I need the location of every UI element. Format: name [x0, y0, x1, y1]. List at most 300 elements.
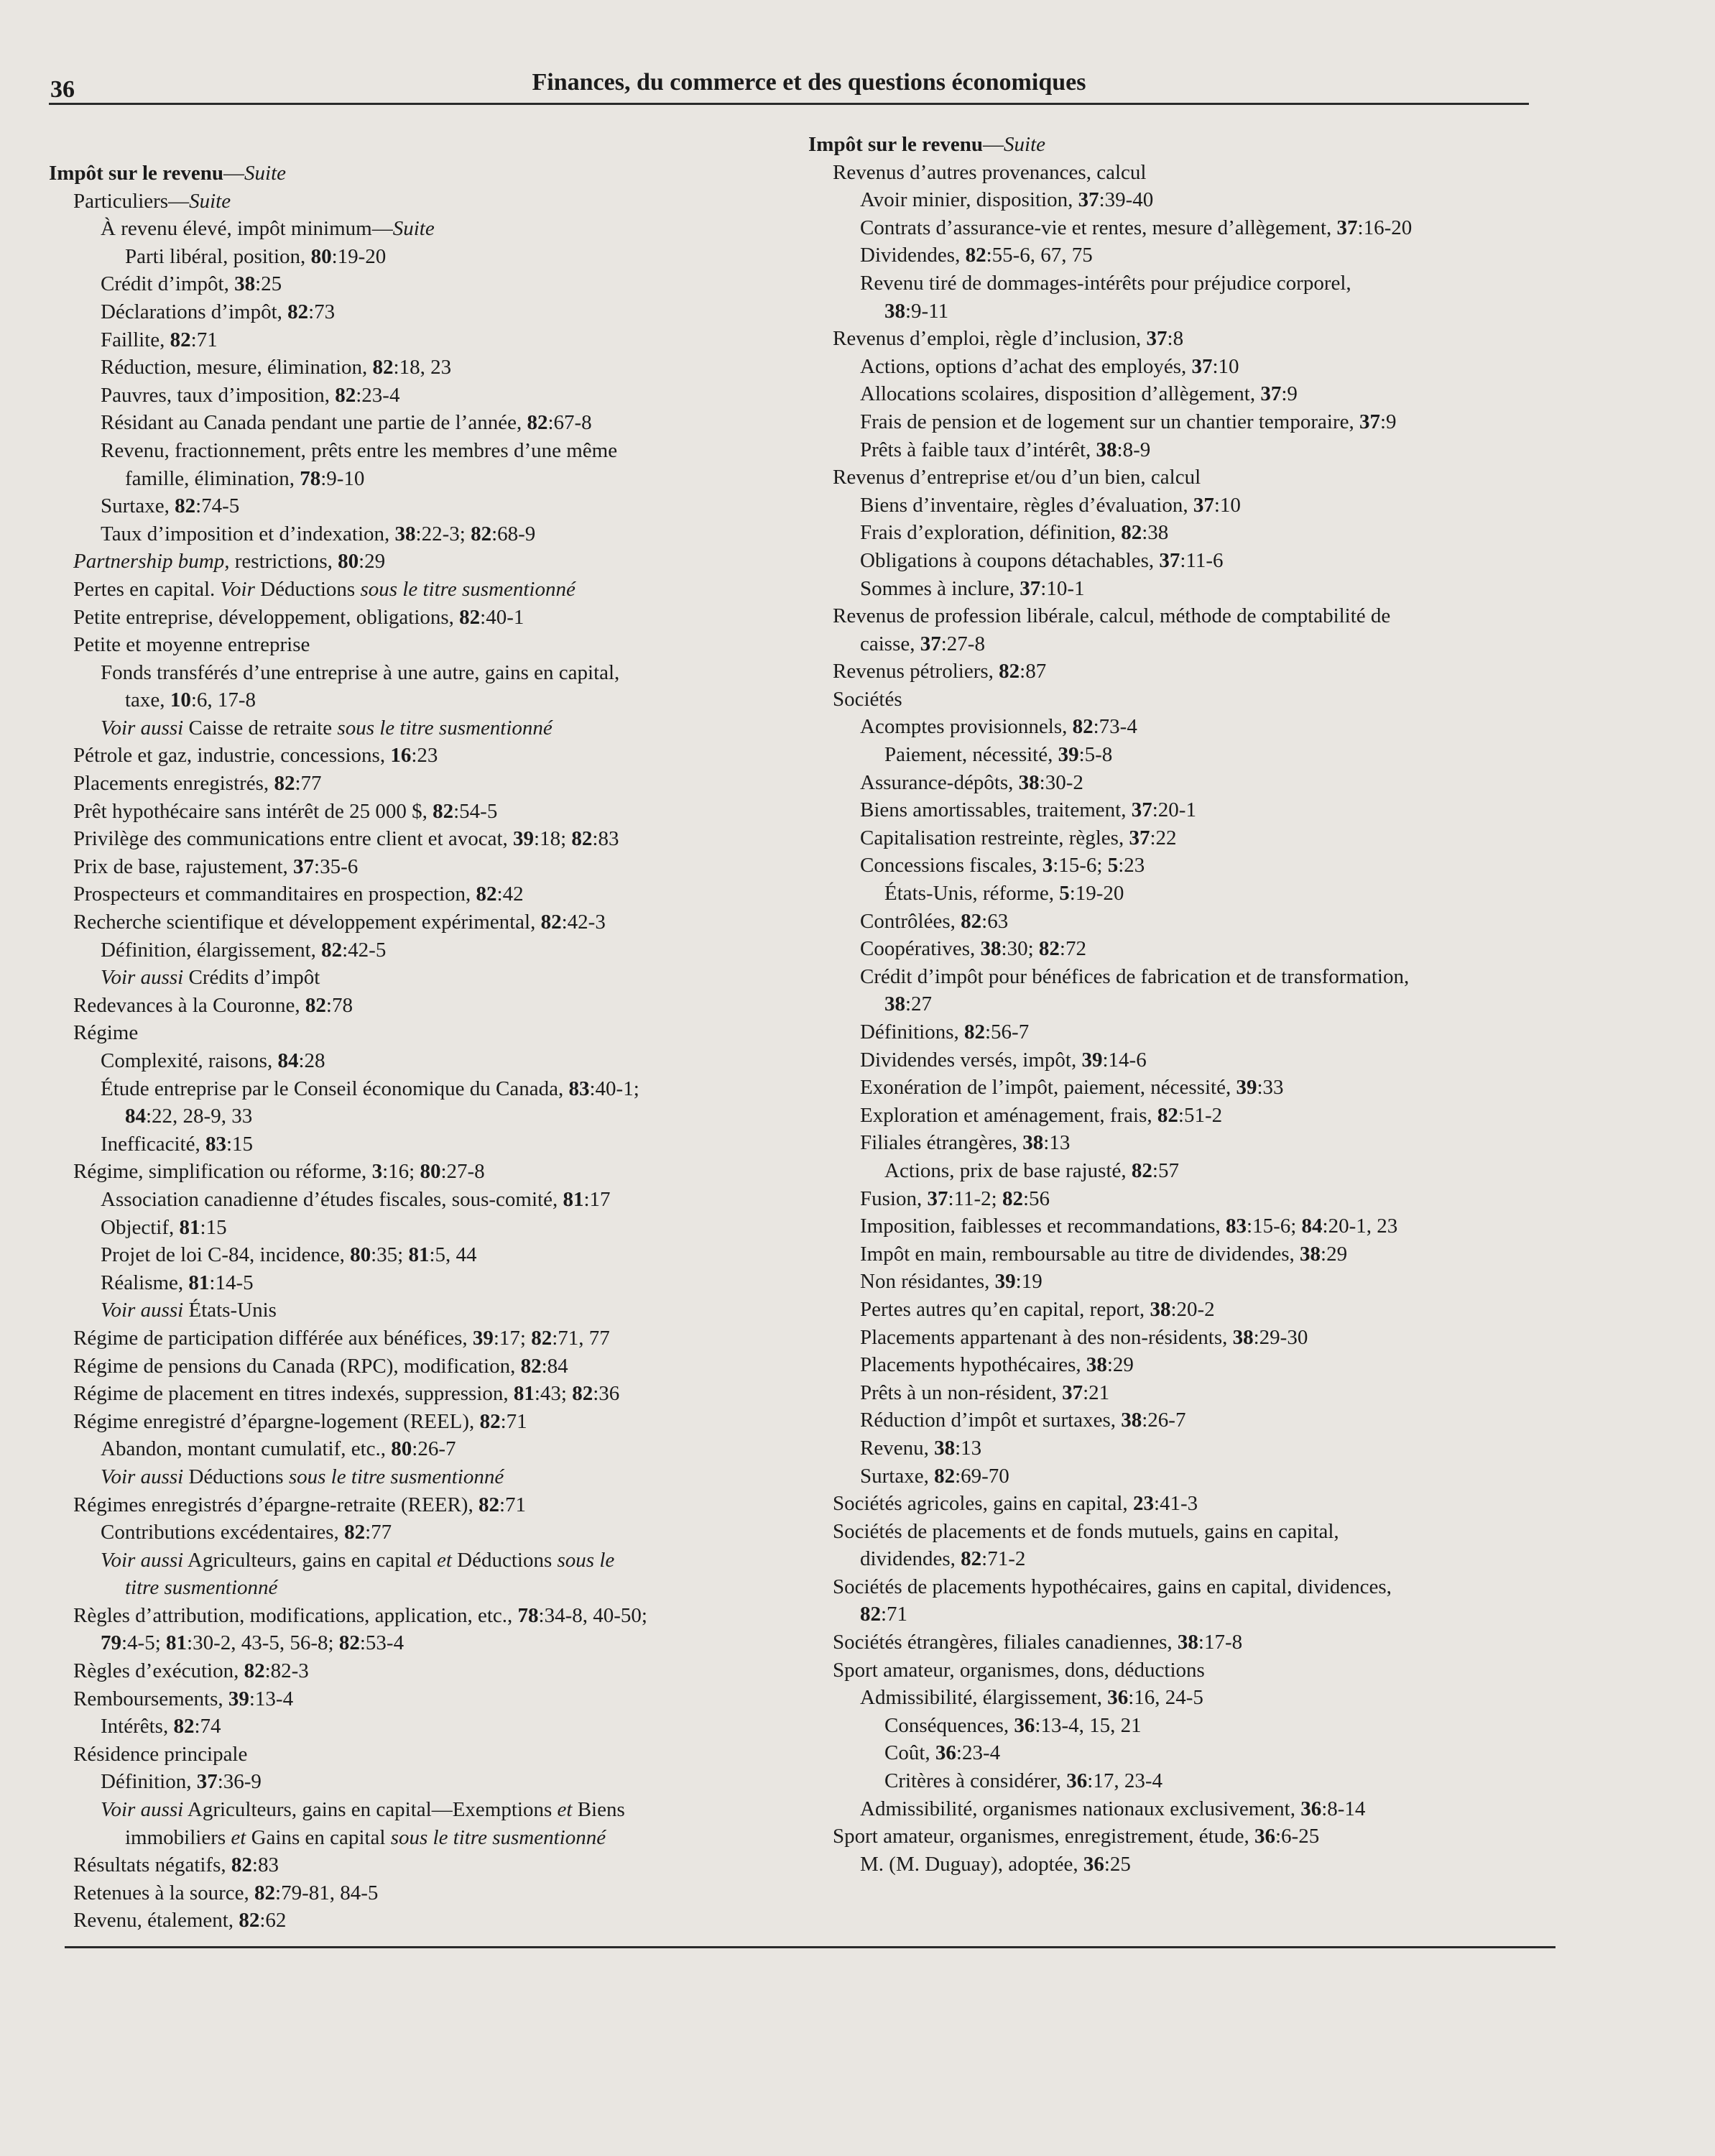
entry-text: :13 [955, 1436, 982, 1460]
index-entry [808, 990, 1412, 1018]
entry-text: Prêts à faible taux d’intérêt, [860, 438, 1096, 461]
entry-text: :54-5 [453, 799, 498, 823]
entry-text: Concessions fiscales, [860, 854, 1043, 877]
index-entry [49, 520, 647, 548]
entry-text: :43; [534, 1382, 573, 1406]
entry-text: Régime enregistré d’épargne-logement (REEL), [73, 1409, 480, 1433]
entry-text: Sociétés agricoles, gains en capital, [833, 1492, 1133, 1516]
index-entry [49, 382, 647, 410]
entry-text: :30-2, 43-5, 56-8; [187, 1631, 339, 1655]
entry-text: :9-11 [905, 299, 949, 323]
entry-text: Résidence principale [73, 1742, 248, 1766]
entry-text: :42-5 [342, 938, 387, 962]
entry-text: États-Unis, réforme, [884, 882, 1060, 906]
entry-text: :38 [1142, 521, 1169, 545]
entry-text: :22, 28-9, 33 [146, 1105, 253, 1128]
entry-text: :16-20 [1357, 216, 1413, 239]
index-entry [808, 1684, 1412, 1712]
entry-text: :18, 23 [393, 356, 452, 379]
entry-text: :69-70 [955, 1464, 1009, 1488]
volume-number: 37 [927, 1187, 948, 1210]
index-entry [808, 741, 1412, 769]
index-entry [49, 465, 647, 493]
volume-number: 37 [1020, 576, 1041, 600]
entry-text: Revenus de profession libérale, calcul, méthode de comptabilité de [833, 604, 1391, 628]
entry-text: :20-1 [1152, 798, 1196, 822]
entry-text: :87 [1020, 660, 1047, 683]
footer-rule [65, 1946, 1555, 1948]
entry-text: :26-7 [1142, 1409, 1186, 1432]
page-number: 36 [50, 76, 75, 103]
entry-text: :21 [1083, 1381, 1110, 1404]
entry-text: Surtaxe, [101, 494, 175, 518]
volume-number: 82 [274, 772, 295, 796]
entry-text: taxe, [125, 688, 170, 712]
entry-text: sous le [557, 1548, 615, 1572]
volume-number: 82 [239, 1909, 260, 1932]
volume-number: 81 [179, 1215, 200, 1239]
index-entry [808, 713, 1412, 741]
entry-text: Recherche scientifique et développement expérimental, [73, 911, 541, 934]
volume-number: 82 [175, 494, 196, 518]
entry-text: Sociétés [833, 687, 902, 711]
entry-text: :25 [1104, 1852, 1131, 1876]
entry-text: :22-3; [415, 522, 471, 545]
entry-text: :15 [200, 1215, 227, 1239]
volume-number: 82 [254, 1881, 276, 1904]
entry-text: Définition, [101, 1770, 197, 1794]
volume-number: 5 [1059, 882, 1070, 906]
volume-number: 37 [1129, 826, 1150, 849]
entry-text: Exonération de l’impôt, paiement, nécessité, [860, 1076, 1236, 1100]
index-entry [808, 1324, 1412, 1352]
entry-text: Déclarations d’impôt, [101, 300, 288, 323]
volume-number: 37 [1062, 1381, 1083, 1404]
entry-text: Voir aussi [101, 1548, 184, 1572]
entry-text: Régime de placement en titres indexés, suppression, [73, 1382, 514, 1406]
entry-text: :5-8 [1078, 743, 1113, 767]
index-entry [808, 1240, 1412, 1268]
entry-text: sous le titre susmentionné [337, 716, 553, 740]
index-entry [808, 1129, 1412, 1157]
entry-text: Résultats négatifs, [73, 1853, 231, 1877]
index-entry [49, 492, 647, 520]
entry-text: :42 [496, 883, 524, 906]
entry-text: titre susmentionné [125, 1576, 278, 1600]
entry-text: Petite entreprise, développement, obligations, [73, 605, 460, 629]
volume-number: 36 [1254, 1825, 1275, 1848]
entry-text: :83 [592, 827, 619, 851]
entry-text: :72 [1059, 937, 1086, 961]
entry-text: :73-4 [1093, 715, 1137, 739]
index-entry [808, 380, 1412, 408]
index-entry [49, 354, 647, 382]
index-entry [808, 880, 1412, 908]
index-entry [808, 270, 1412, 298]
entry-text: :22 [1150, 826, 1177, 849]
entry-text: Suite [1004, 133, 1046, 156]
entry-text: Parti libéral, position, [125, 244, 311, 268]
entry-text: Paiement, nécessité, [884, 743, 1058, 767]
index-entry [808, 519, 1412, 547]
entry-text: Dividendes, [860, 244, 966, 267]
volume-number: 82 [999, 660, 1020, 683]
index-entry [49, 1102, 647, 1130]
index-entry [808, 436, 1412, 464]
volume-number: 84 [277, 1049, 299, 1072]
volume-number: 38 [1096, 438, 1117, 461]
volume-number: 37 [1193, 493, 1214, 517]
index-entry [808, 1462, 1412, 1491]
entry-text: Agriculteurs, gains en capital—Exemptions [183, 1798, 558, 1822]
entry-text: Dividendes versés, impôt, [860, 1048, 1082, 1072]
volume-number: 79 [101, 1631, 121, 1655]
entry-text: Filiales étrangères, [860, 1131, 1023, 1155]
entry-text: Retenues à la source, [73, 1881, 255, 1904]
entry-text: :73 [308, 300, 336, 323]
header-rule [49, 103, 1529, 105]
index-column-right [808, 131, 1412, 1878]
index-entry [49, 1158, 647, 1186]
volume-number: 81 [188, 1271, 210, 1294]
volume-number: 37 [1260, 382, 1282, 406]
entry-text: Prospecteurs et commanditaires en prospection, [73, 883, 476, 906]
volume-number: 82 [170, 328, 191, 351]
entry-text: et [436, 1548, 452, 1572]
index-entry [49, 270, 647, 298]
volume-number: 16 [390, 744, 412, 768]
entry-text: Sociétés de placements et de fonds mutuels, gains en capital, [833, 1519, 1339, 1543]
entry-text: :13 [1043, 1131, 1071, 1155]
entry-text: :29-30 [1253, 1325, 1308, 1349]
volume-number: 82 [173, 1715, 195, 1738]
index-entry [808, 1212, 1412, 1240]
entry-text: Revenus d’autres provenances, calcul [833, 160, 1147, 184]
entry-text: Caisse de retraite [183, 716, 338, 740]
index-entry [808, 796, 1412, 824]
volume-number: 39 [1236, 1076, 1257, 1100]
entry-text: et [557, 1798, 573, 1822]
entry-text: Taux d’imposition et d’indexation, [101, 522, 395, 545]
volume-number: 81 [513, 1382, 535, 1406]
entry-text: :57 [1152, 1158, 1179, 1182]
index-entry [808, 1767, 1412, 1795]
entry-text: :71, 77 [552, 1326, 610, 1350]
entry-text: Admissibilité, organismes nationaux exclusivement, [860, 1797, 1301, 1820]
index-entry [808, 1268, 1412, 1296]
entry-text: :67-8 [547, 411, 592, 435]
entry-text: :29 [1106, 1353, 1134, 1377]
volume-number: 82 [1072, 715, 1094, 739]
entry-text: :6, 17-8 [190, 688, 256, 712]
volume-number: 80 [350, 1243, 371, 1267]
entry-text: :42-3 [561, 911, 606, 934]
volume-number: 82 [520, 1354, 542, 1378]
entry-text: :10-1 [1040, 576, 1085, 600]
entry-text: :13-4 [249, 1687, 294, 1710]
volume-number: 78 [300, 466, 321, 490]
entry-text: Déductions [183, 1465, 289, 1488]
entry-text: :71-2 [981, 1547, 1026, 1571]
entry-text: :8 [1167, 327, 1184, 351]
volume-number: 83 [1226, 1215, 1247, 1238]
index-entry [49, 1491, 647, 1519]
entry-text: :17, 23-4 [1087, 1769, 1163, 1793]
volume-number: 38 [1018, 770, 1040, 794]
volume-number: 37 [1359, 410, 1380, 433]
index-entry [49, 880, 647, 908]
index-entry [49, 686, 647, 714]
entry-text: :28 [298, 1049, 325, 1072]
entry-text: :30; [1001, 937, 1039, 961]
index-entry [49, 1186, 647, 1214]
entry-text: :83 [251, 1853, 279, 1877]
entry-text: Coût, [884, 1741, 935, 1765]
entry-text: Placements enregistrés, [73, 772, 274, 796]
volume-number: 36 [1066, 1769, 1088, 1793]
entry-text: Revenus d’emploi, règle d’inclusion, [833, 327, 1147, 351]
entry-text: :71 [499, 1493, 527, 1516]
entry-text: Abandon, montant cumulatif, etc., [101, 1437, 392, 1461]
volume-number: 39 [228, 1687, 249, 1710]
index-entry [808, 1406, 1412, 1434]
entry-text: :15 [226, 1132, 254, 1156]
index-entry [808, 464, 1412, 492]
entry-text: Réduction, mesure, élimination, [101, 356, 373, 379]
volume-number: 3 [371, 1160, 383, 1184]
volume-number: 39 [513, 827, 535, 851]
volume-number: 39 [994, 1270, 1016, 1294]
entry-text: Fonds transférés d’une entreprise à une autre, gains en capital, [101, 660, 620, 684]
volume-number: 82 [572, 1382, 593, 1406]
entry-text: :17 [583, 1187, 611, 1211]
entry-text: :23 [1118, 854, 1145, 877]
entry-text: Association canadienne d’études fiscales, sous-comité, [101, 1187, 563, 1211]
volume-number: 38 [884, 992, 905, 1016]
entry-text: :9 [1379, 410, 1397, 433]
entry-text: Actions, prix de base rajusté, [884, 1158, 1132, 1182]
volume-number: 82 [479, 1409, 501, 1433]
volume-number: 23 [1132, 1492, 1154, 1516]
volume-number: 37 [1191, 354, 1213, 378]
entry-text: :71 [881, 1603, 908, 1626]
index-entry [49, 714, 647, 742]
index-entry [808, 630, 1412, 658]
volume-number: 82 [1002, 1187, 1023, 1210]
volume-number: 82 [344, 1521, 366, 1544]
volume-number: 82 [965, 244, 986, 267]
index-column-left [49, 160, 647, 1935]
entry-text: Sociétés de placements hypothécaires, gains en capital, dividences, [833, 1575, 1392, 1598]
volume-number: Impôt sur le revenu [808, 133, 984, 156]
index-entry [808, 241, 1412, 270]
volume-number: 82 [961, 1547, 982, 1571]
entry-text: Voir [220, 577, 255, 601]
entry-text: restrictions, [229, 550, 338, 573]
index-entry [49, 243, 647, 271]
volume-number: 37 [920, 632, 941, 655]
entry-text: Étude entreprise par le Conseil économique du Canada, [101, 1077, 569, 1100]
entry-text: Voir aussi [101, 716, 184, 740]
entry-text: Pertes en capital. [73, 577, 221, 601]
index-entry [49, 1851, 647, 1879]
entry-text: :27 [905, 992, 933, 1016]
volume-number: 82 [531, 1326, 553, 1350]
volume-number: 38 [234, 272, 256, 296]
entry-text: et [231, 1825, 246, 1849]
entry-text: :79-81, 84-5 [275, 1881, 379, 1904]
volume-number: 5 [1107, 854, 1119, 877]
entry-text: Surtaxe, [860, 1464, 935, 1488]
index-entry [49, 1408, 647, 1436]
entry-text: Suite [392, 217, 435, 241]
index-entry [49, 936, 647, 964]
volume-number: 82 [305, 993, 326, 1017]
index-entry [49, 1685, 647, 1713]
volume-number: 82 [471, 522, 492, 545]
index-entry [808, 214, 1412, 242]
index-entry [49, 1907, 647, 1935]
entry-text: :16; [382, 1160, 420, 1184]
index-entry [808, 1739, 1412, 1767]
volume-number: 82 [231, 1853, 252, 1877]
entry-text: Pertes autres qu’en capital, report, [860, 1297, 1150, 1321]
index-entry [49, 1629, 647, 1657]
index-entry [49, 659, 647, 687]
volume-number: 38 [1086, 1353, 1107, 1377]
entry-text: Prêt hypothécaire sans intérêt de 25 000 $, [73, 799, 433, 823]
entry-text: Impôt en main, remboursable au titre de dividendes, [860, 1242, 1300, 1266]
entry-text: :23-4 [956, 1741, 1001, 1765]
index-entry [808, 769, 1412, 797]
entry-text: :35-6 [314, 854, 359, 878]
entry-text: Non résidantes, [860, 1270, 995, 1294]
volume-number: 37 [1131, 798, 1152, 822]
entry-text: :16, 24-5 [1128, 1686, 1203, 1710]
index-entry [49, 1602, 647, 1630]
entry-text: :9 [1281, 382, 1298, 406]
volume-number: 38 [980, 937, 1002, 961]
volume-number: 38 [1022, 1131, 1044, 1155]
entry-text: :40-1; [589, 1077, 639, 1100]
index-entry [49, 1435, 647, 1463]
entry-text: Réalisme, [101, 1271, 189, 1294]
index-entry [49, 1547, 647, 1575]
entry-text: :41-3 [1153, 1492, 1198, 1516]
volume-number: 37 [1078, 188, 1099, 212]
volume-number: 37 [1336, 216, 1358, 239]
entry-text: Crédits d’impôt [183, 966, 320, 990]
entry-text: Sommes à inclure, [860, 576, 1020, 600]
entry-text: famille, élimination, [125, 466, 300, 490]
index-entry [808, 298, 1412, 326]
volume-number: 83 [568, 1077, 590, 1100]
volume-number: 82 [1131, 1158, 1152, 1182]
entry-text: Revenu, étalement, [73, 1909, 239, 1932]
index-entry [49, 1214, 647, 1242]
entry-text: Actions, options d’achat des employés, [860, 354, 1192, 378]
index-entry [808, 1823, 1412, 1851]
index-entry [808, 1379, 1412, 1407]
entry-text: Revenu, fractionnement, prêts entre les membres d’une même [101, 438, 618, 462]
index-entry [49, 1047, 647, 1075]
entry-text: Revenu tiré de dommages-intérêts pour préjudice corporel, [860, 271, 1351, 295]
entry-text: Privilège des communications entre client et avocat, [73, 827, 514, 851]
entry-text: :35; [371, 1243, 409, 1267]
entry-text: immobiliers [125, 1825, 231, 1849]
entry-text: :23 [411, 744, 438, 768]
volume-number: 80 [338, 550, 359, 573]
index-entry [49, 1075, 647, 1103]
entry-text: Gains en capital [246, 1825, 391, 1849]
volume-number: 82 [476, 883, 497, 906]
index-entry [808, 1712, 1412, 1740]
index-entry [808, 963, 1412, 991]
entry-text: Redevances à la Couronne, [73, 993, 305, 1017]
volume-number: 38 [1300, 1242, 1321, 1266]
index-entry [808, 852, 1412, 880]
entry-text: :13-4, 15, 21 [1035, 1713, 1142, 1737]
entry-text: :19-20 [1069, 882, 1124, 906]
entry-text: Voir aussi [101, 1798, 184, 1822]
index-entry [808, 1851, 1412, 1879]
entry-text: Régime, simplification ou réforme, [73, 1160, 372, 1184]
entry-text: Petite et moyenne entreprise [73, 633, 310, 657]
index-entry [808, 1018, 1412, 1046]
entry-text: Objectif, [101, 1215, 180, 1239]
entry-text: Coopératives, [860, 937, 981, 961]
volume-number: 39 [1058, 743, 1079, 767]
entry-text: Suite [189, 189, 231, 213]
index-entry [808, 1600, 1412, 1628]
entry-text: :18; [534, 827, 572, 851]
entry-text: Prix de base, rajustement, [73, 854, 294, 878]
volume-number: 3 [1042, 854, 1053, 877]
index-entry [49, 853, 647, 881]
volume-number: 82 [459, 605, 481, 629]
index-entry [808, 1102, 1412, 1130]
entry-text: Revenus d’entreprise et/ou d’un bien, calcul [833, 466, 1201, 489]
index-entry [808, 492, 1412, 520]
volume-number: 37 [196, 1770, 218, 1794]
entry-text: Biens [572, 1798, 625, 1822]
volume-number: 39 [1081, 1048, 1103, 1072]
index-entry [808, 1046, 1412, 1074]
entry-text: Intérêts, [101, 1715, 174, 1738]
index-entry [808, 658, 1412, 686]
entry-text: Pauvres, taux d’imposition, [101, 383, 336, 407]
entry-text: :10 [1212, 354, 1239, 378]
index-entry [49, 908, 647, 936]
entry-text: :36-9 [217, 1770, 262, 1794]
volume-number: 37 [1159, 548, 1180, 572]
index-entry [808, 935, 1412, 963]
index-entry [808, 1157, 1412, 1185]
volume-number: 82 [244, 1659, 265, 1683]
entry-text: dividendes, [860, 1547, 961, 1571]
entry-text: États-Unis [183, 1299, 277, 1322]
entry-text: Remboursements, [73, 1687, 228, 1710]
entry-text: Résidant au Canada pendant une partie de l’année, [101, 411, 527, 435]
entry-text: :51-2 [1178, 1103, 1223, 1127]
volume-number: 39 [472, 1326, 494, 1350]
volume-number: 83 [205, 1132, 226, 1156]
index-entry [49, 1657, 647, 1685]
index-entry [808, 908, 1412, 936]
entry-text: Frais d’exploration, définition, [860, 521, 1122, 545]
volume-number: 84 [1301, 1215, 1323, 1238]
entry-text: Pétrole et gaz, industrie, concessions, [73, 744, 391, 768]
